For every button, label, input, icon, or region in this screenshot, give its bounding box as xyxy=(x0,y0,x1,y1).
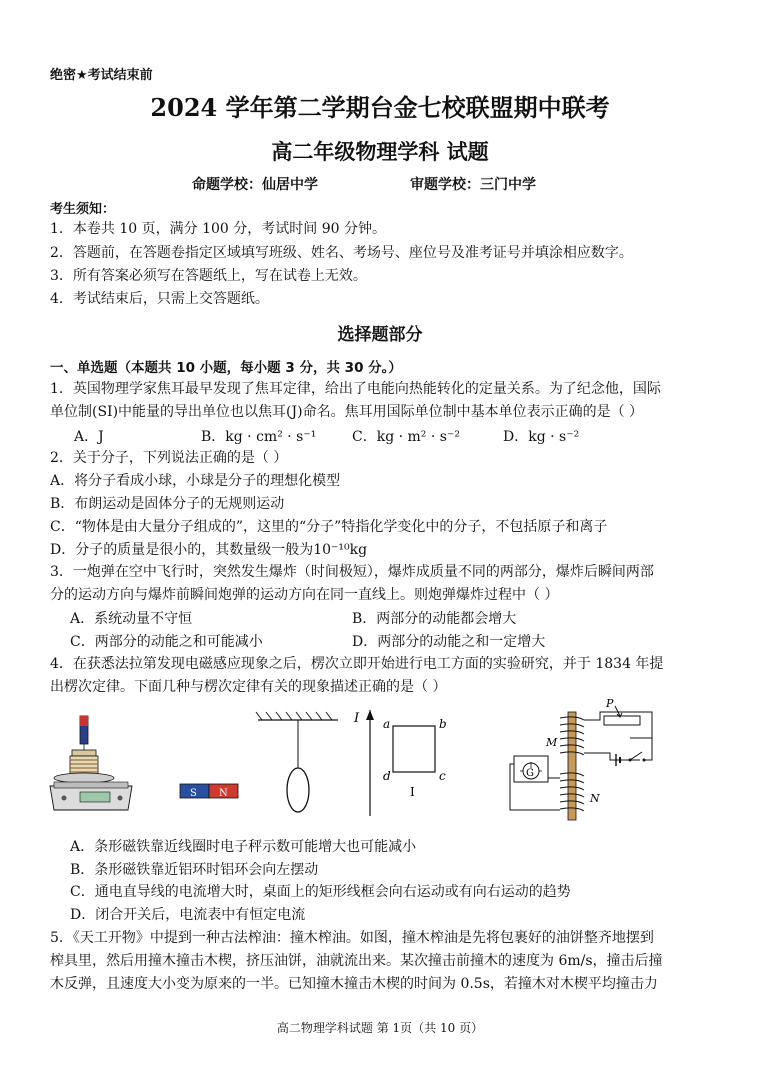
q2-option-c: C．“物体是由大量分子组成的”，这里的“分子”特指化学变化中的分子，不包括原子和离子 xyxy=(50,519,608,535)
magnet-s-label: S xyxy=(190,788,197,799)
q4-option-a: A．条形磁铁靠近线圈时电子秤示数可能增大也可能减小 xyxy=(70,839,417,855)
galvanometer-label: G xyxy=(526,768,534,779)
exam-subtitle: 高二年级物理学科 试题 xyxy=(271,139,489,164)
q5-stem-line1: 5．《天工开物》中提到一种古法榨油：撞木榨油。如图，撞木榨油是先将包裹好的油饼整齐地摆到 xyxy=(50,930,654,946)
corner-c-label: c xyxy=(439,769,446,783)
q3-option-d: D．两部分的动能之和一定增大 xyxy=(352,634,546,650)
q4-figure xyxy=(40,698,670,828)
confidential-mark: 绝密★考试结束前 xyxy=(50,68,153,83)
proposer-school: 命题学校：仙居中学 xyxy=(192,177,318,193)
q3-stem-line1: 3．一炮弹在空中飞行时，突然发生爆炸（时间极短），爆炸成质量不同的两部分，爆炸后瞬间两部 xyxy=(50,564,654,580)
wire-and-loop-figure xyxy=(353,710,447,816)
q4-option-b: B．条形磁铁靠近铝环时铝环会向左摆动 xyxy=(70,862,319,878)
hanging-ring-figure xyxy=(180,712,338,812)
rheostat-p-label: P xyxy=(606,698,614,710)
exam-title: 2024 学年第二学期台金七校联盟期中联考 xyxy=(150,93,610,122)
magnet-n-label: N xyxy=(219,788,228,799)
q5-stem-line2: 榨具里，然后用撞木撞击木楔，挤压油饼，油就流出来。某次撞击前撞木的速度为 6m/s，撞击后撞 xyxy=(50,953,663,969)
q2-option-a: A．将分子看成小球，小球是分子的理想化模型 xyxy=(50,473,341,489)
coil-n-label: N xyxy=(590,792,600,805)
q5-stem-line3: 木反弹，且速度大小变为原来的一半。已知撞木撞击木楔的时间为 0.5s，若撞木对木楔平均撞击力 xyxy=(50,976,658,992)
section-title: 选择题部分 xyxy=(337,325,423,345)
part1-heading: 一、单选题（本题共 10 小题，每小题 3 分，共 30 分。） xyxy=(50,360,402,376)
q4-option-c: C．通电直导线的电流增大时，桌面上的矩形线框会向右运动或有向右运动的趋势 xyxy=(70,884,571,900)
notice-item: 3．所有答案必须写在答题纸上，写在试卷上无效。 xyxy=(50,268,367,284)
q4-option-d: D．闭合开关后，电流表中有恒定电流 xyxy=(70,907,306,923)
q3-stem-line2: 分的运动方向与爆炸前瞬间炮弹的运动方向在同一直线上。则炮弹爆炸过程中（ ） xyxy=(50,587,559,603)
q1-stem-line2: 单位制(SI)中能量的导出单位也以焦耳(J)命名。焦耳用国际单位制中基本单位表示正确的是（ ） xyxy=(50,404,644,420)
q3-option-b: B．两部分的动能都会增大 xyxy=(352,611,517,627)
q1-option-b: B．kg · cm² · s⁻¹ xyxy=(201,429,317,445)
notice-item: 1．本卷共 10 页，满分 100 分，考试时间 90 分钟。 xyxy=(50,221,386,237)
page-footer: 高二物理学科试题 第 1页（共 10 页） xyxy=(276,1021,484,1035)
q1-option-d: D．kg · s⁻² xyxy=(503,429,580,445)
corner-d-label: d xyxy=(383,769,391,783)
q2-option-d: D．分子的质量是很小的，其数量级一般为10⁻¹⁰kg xyxy=(50,542,368,558)
q3-option-c: C．两部分的动能之和可能减小 xyxy=(70,634,263,650)
q1-option-c: C．kg · m² · s⁻² xyxy=(352,429,460,445)
q1-stem-line1: 1．英国物理学家焦耳最早发现了焦耳定律，给出了电能向热能转化的定量关系。为了纪念他，国际 xyxy=(50,381,661,397)
q4-stem-line2: 出楞次定律。下面几种与楞次定律有关的现象描述正确的是（ ） xyxy=(50,679,447,695)
q4-stem-line1: 4．在获悉法拉第发现电磁感应现象之后，楞次立即开始进行电工方面的实验研究，并于 1834 年提 xyxy=(50,656,664,672)
reviewer-school: 审题学校：三门中学 xyxy=(410,177,536,193)
current-label: I xyxy=(354,711,360,726)
q2-stem: 2．关于分子，下列说法正确的是（ ） xyxy=(50,450,288,466)
notice-heading: 考生须知： xyxy=(50,202,116,217)
q1-option-a: A．J xyxy=(74,429,104,445)
scale-with-coil-figure xyxy=(50,716,132,810)
notice-item: 2．答题前，在答题卷指定区域填写班级、姓名、考场号、座位号及准考证号并填涂相应数字。 xyxy=(50,245,633,261)
panel-label: I xyxy=(410,785,415,799)
two-coil-circuit-figure xyxy=(510,698,652,820)
q2-option-b: B．布朗运动是固体分子的无规则运动 xyxy=(50,496,285,512)
corner-a-label: a xyxy=(383,717,391,731)
q3-option-a: A．系统动量不守恒 xyxy=(70,611,193,627)
notice-item: 4．考试结束后，只需上交答题纸。 xyxy=(50,291,269,307)
corner-b-label: b xyxy=(439,717,447,731)
coil-m-label: M xyxy=(546,736,558,749)
